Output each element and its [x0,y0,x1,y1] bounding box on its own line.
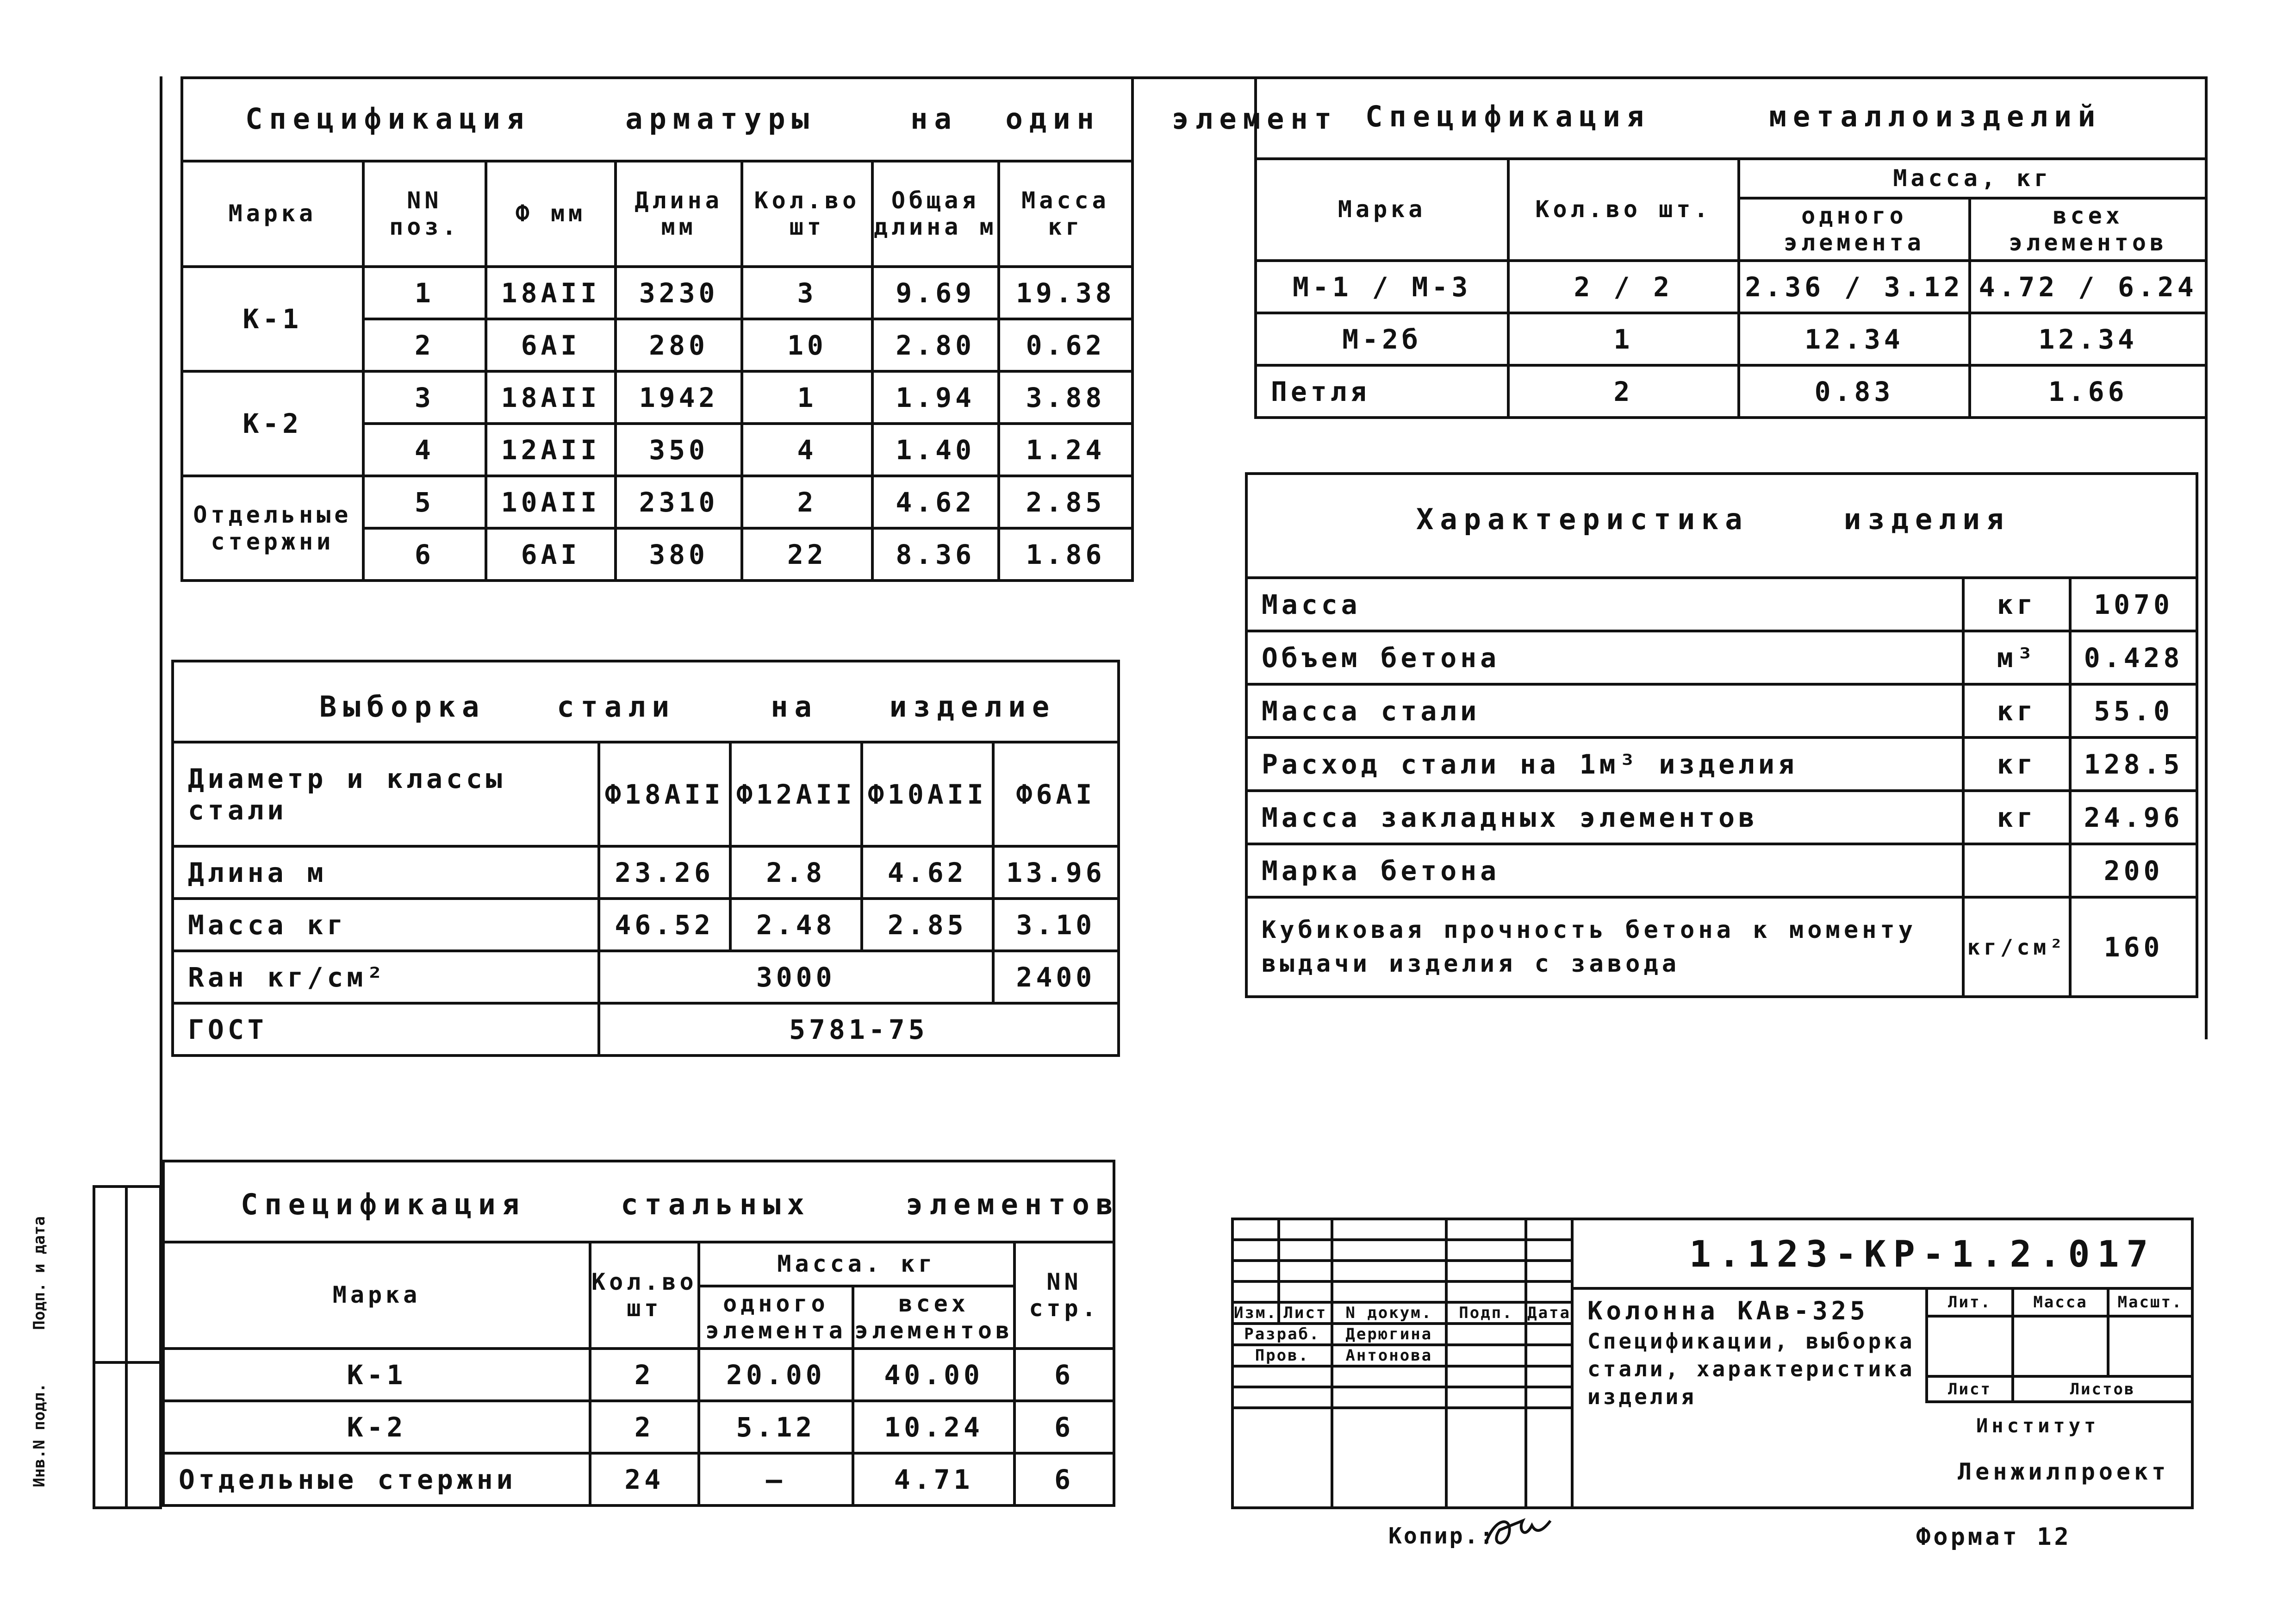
stamp-desc-2: Спецификации, выборка [1587,1329,1915,1354]
table-row: К-2 3 18АII 1942 1 1.94 3.88 [182,371,1132,424]
table-row: К-2 2 5.12 10.24 6 [163,1401,1114,1453]
stamp-grid [1231,1218,1574,1509]
table-row: Отдельные стержни 24 — 4.71 6 [163,1453,1114,1505]
table-row: Марка бетона 200 [1246,844,2197,897]
table-row: Разраб. Дерюгина [1232,1324,1572,1345]
copy-signature [1481,1512,1555,1553]
stamp-org-1: Институт [1976,1414,2100,1437]
char-title: Характеристика изделия [1416,502,2010,536]
footer-copy: Копир.: [1388,1523,1495,1549]
table-row: 6 6АI 380 22 8.36 1.86 [182,528,1132,581]
h-qty: Кол.во шт [742,161,872,267]
table-row: Raн кг/см² 3000 2400 [173,951,1119,1003]
table-row: Масса кг 46.52 2.48 2.85 3.10 [173,899,1119,951]
table-row: Пров. Антонова [1232,1345,1572,1366]
stamp-code: 1.123-КР-1.2.017 [1689,1234,2156,1275]
table-row: К-1 2 20.00 40.00 6 [163,1349,1114,1401]
h-pos: NN поз. [363,161,486,267]
stamp-org-2: Ленжилпроект [1958,1458,2170,1485]
h-len: Длина мм [616,161,742,267]
side-strip-hline [93,1361,162,1364]
table-row: М-2б 1 12.34 12.34 [1256,313,2206,365]
frame-top-gap [1134,76,1259,79]
table-row: Масса кг 1070 [1246,578,2197,631]
elements-title: Спецификация стальных элементов [241,1187,1120,1221]
table-row: 4 12АII 350 4 1.40 1.24 [182,424,1132,476]
table-row: М-1 / М-3 2 / 2 2.36 / 3.12 4.72 / 6.24 [1256,261,2206,313]
selection-header-label: Диаметр и классы стали [173,742,599,846]
side-strip-divider [125,1185,128,1509]
metal-title: Спецификация металлоизделий [1365,100,2102,133]
table-row: Объем бетона м³ 0.428 [1246,631,2197,684]
armature-table [180,160,1134,582]
char-table [1245,576,2198,998]
table-row: Масса стали кг 55.0 [1246,684,2197,737]
h-mark: Марка [182,161,363,267]
stamp-desc-4: изделия [1587,1384,1697,1409]
side-label-sign: Подп. и дата [30,1216,49,1330]
table-row: Масса закладных элементов кг 24.96 [1246,791,2197,844]
elements-table: Марка Кол.во шт Масса. кг NN стр. одного элемента всех элементов К-1 2 20.00 40.00 6 К-2 2 5.12 10.24 6 Отдельные стержни 24 — 4.71 6 [162,1241,1115,1507]
stamp-desc-3: стали, характеристика [1587,1356,1915,1381]
stamp-right-grid: Лит. Масса Масшт. Лист Листов [1925,1287,2194,1403]
h-total: Общая длина м [872,161,999,267]
table-row: Петля 2 0.83 1.66 [1256,365,2206,418]
metal-table: Марка Кол.во шт. Масса, кг одного элемента всех элементов М-1 / М-3 2 / 2 2.36 / 3.12 4.72 / 6.24 М-2б 1 12.34 12.34 Петля 2 0.83 1.66 [1254,157,2208,419]
table-row: Расход стали на 1м³ изделия кг 128.5 [1246,737,2197,791]
table-row: 2 6АI 280 10 2.80 0.62 [182,319,1132,371]
side-label-inv: Инв.N подл. [30,1383,49,1487]
selection-title: Выборка стали на изделие [319,690,1056,724]
selection-table: Диаметр и классы стали Ф18АII Ф12АII Ф10АII Ф6АI Длина м 23.26 2.8 4.62 13.96 Масса кг 46.52 2.48 2.85 3.10 Raн кг/см² 3000 2400 ГОСТ 5781-75 [171,741,1120,1057]
table-row: Отдельные стержни 5 10АII 2310 2 4.62 2.85 [182,476,1132,528]
armature-title: Спецификация арматуры на один элемент [245,102,1338,136]
table-row: Кубиковая прочность бетона к моменту выдачи изделия с завода кг/см² 160 [1246,897,2197,997]
table-row: Длина м 23.26 2.8 4.62 13.96 [173,846,1119,899]
footer-format: Формат 12 [1916,1523,2072,1551]
table-row: ГОСТ 5781-75 [173,1003,1119,1056]
frame-right-line [2205,76,2208,1039]
table-row: К-1 1 18АII 3230 3 9.69 19.38 [182,267,1132,319]
h-diam: Ф мм [486,161,616,267]
stamp-header-row: Изм. Лист N докум. Подп. Дата [1232,1302,1572,1324]
h-mass: Масса кг [999,161,1132,267]
stamp-desc-1: Колонна КАв-325 [1587,1296,1869,1325]
